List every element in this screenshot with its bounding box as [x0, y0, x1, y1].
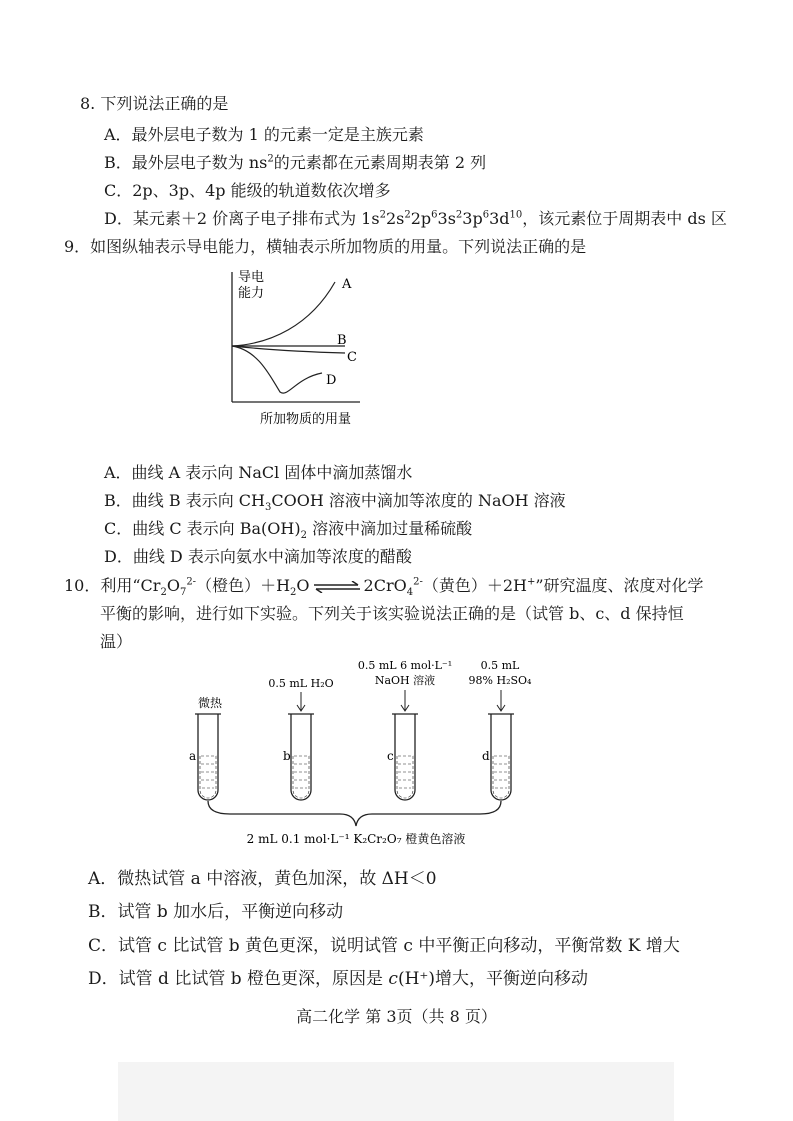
- test-tube-b: [288, 714, 314, 800]
- q9-stem: 9．如图纵轴表示导电能力，横轴表示所加物质的用量。下列说法正确的是: [64, 237, 587, 256]
- test-tube-a: [195, 714, 221, 800]
- tube-d-reagent-line2: 98% H₂SO₄: [468, 674, 532, 687]
- q8-option-c: C．2p、3p、4p 能级的轨道数依次增多: [104, 181, 391, 200]
- q10-test-tube-figure: [180, 654, 540, 850]
- q10-option-c: C．试管 c 比试管 b 黄色更深，说明试管 c 中平衡正向移动，平衡常数 K 增大: [88, 936, 680, 956]
- tube-d-reagent-line1: 0.5 mL: [480, 659, 520, 672]
- q9-xlabel: 所加物质的用量: [260, 412, 352, 427]
- q9-option-d: D．曲线 D 表示向氨水中滴加等浓度的醋酸: [104, 547, 412, 566]
- q9-conductivity-figure: [220, 266, 400, 436]
- q9-ylabel-line2: 能力: [238, 286, 265, 301]
- scan-shadow: [118, 1062, 674, 1121]
- page-footer: 高二化学 第 3页（共 8 页）: [296, 1007, 497, 1026]
- test-tube-d: [488, 714, 514, 800]
- q10-stem-line3: 温）: [100, 632, 133, 651]
- q8-option-b: B．最外层电子数为 $ns^2$的元素都在元素周期表第 2 列: [104, 153, 487, 172]
- tubes-brace: [208, 801, 501, 826]
- solution-label: 2 mL 0.1 mol·L⁻¹ K₂Cr₂O₇ 橙黄色溶液: [246, 832, 466, 846]
- tube-c-label: c: [387, 749, 394, 763]
- equilibrium-arrow-icon: [312, 581, 362, 593]
- q10-option-a: A．微热试管 a 中溶液，黄色加深，故 ΔH＜0: [88, 869, 437, 889]
- tube-c-reagent-line1: 0.5 mL 6 mol·L⁻¹: [357, 659, 453, 672]
- q8-option-d: D．某元素＋2 价离子电子排布式为 $1s^22s^22p^63s^23p^63d^{10}$，该元素位于周期表中 ds 区: [104, 209, 727, 228]
- warm-label: 微热: [197, 696, 223, 710]
- q9-label-b: B: [337, 333, 347, 348]
- q9-option-b: B．曲线 B 表示向 $CH_3COOH$ 溶液中滴加等浓度的 NaOH 溶液: [104, 491, 566, 514]
- tube-c-arrow-icon: [401, 690, 409, 711]
- q9-option-c: C．曲线 C 表示向 $Ba(OH)_2$ 溶液中滴加过量稀硫酸: [104, 519, 473, 542]
- q8-stem: 8. 下列说法正确的是: [80, 94, 229, 113]
- q9-ylabel-line1: 导电: [238, 270, 265, 285]
- tube-d-arrow-icon: [497, 690, 505, 711]
- tube-a-label: a: [189, 749, 197, 763]
- q9-label-a: A: [342, 277, 352, 292]
- q9-curve-d: [232, 346, 322, 393]
- q8-option-a: A．最外层电子数为 1 的元素一定是主族元素: [104, 125, 424, 144]
- q9-label-d: D: [326, 373, 337, 388]
- tube-c-reagent-line2: NaOH 溶液: [374, 674, 436, 687]
- tube-d-label: d: [482, 749, 490, 763]
- tube-b-arrow-icon: [297, 692, 305, 711]
- q10-option-d: D．试管 d 比试管 b 橙色更深，原因是 c(H⁺)增大，平衡逆向移动: [88, 969, 589, 989]
- q10-option-b: B．试管 b 加水后，平衡逆向移动: [88, 902, 344, 922]
- test-tube-c: [392, 714, 418, 800]
- q9-label-c: C: [347, 350, 357, 365]
- tube-b-label: b: [283, 749, 291, 763]
- tube-b-reagent: 0.5 mL H₂O: [268, 677, 334, 690]
- q10-stem-line1: 10．利用“$Cr_2O_7^{2-}$（橙色）$+H_2O$ 2CrO$_4^{2-}$（黄色）＋2H+”研究温度、浓度对化学: [64, 576, 704, 599]
- q10-stem-line2: 平衡的影响，进行如下实验。下列关于该实验说法正确的是（试管 b、c、d 保持恒: [100, 604, 684, 623]
- q9-option-a: A．曲线 A 表示向 NaCl 固体中滴加蒸馏水: [104, 463, 413, 482]
